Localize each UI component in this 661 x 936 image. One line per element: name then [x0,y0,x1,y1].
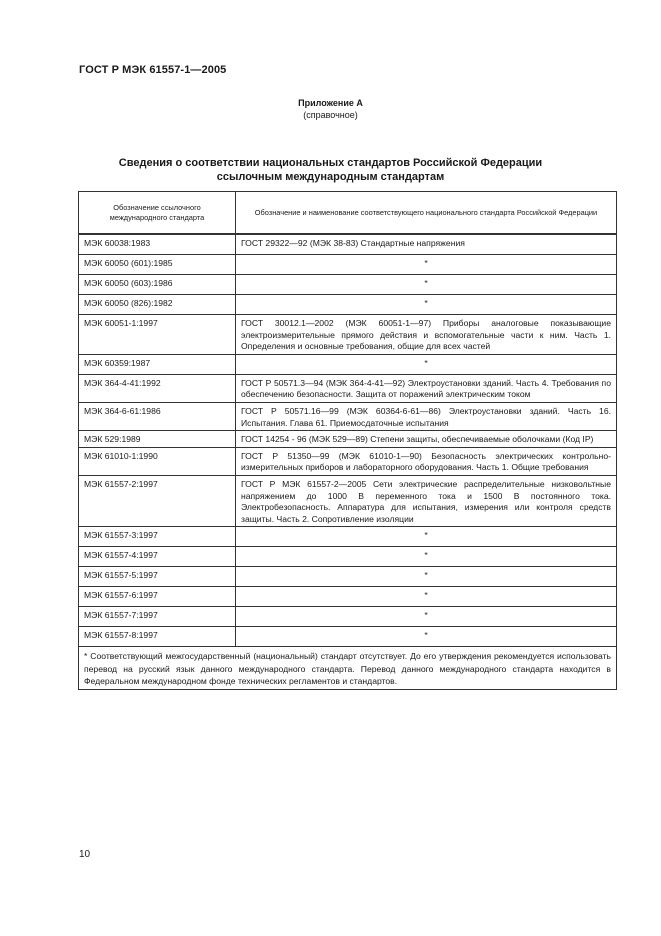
national-standard-cell: * [236,295,617,315]
reference-standard-cell: МЭК 61557-7:1997 [79,607,236,627]
section-title [0,156,661,184]
national-standard-cell: * [236,527,617,547]
reference-standard-cell: МЭК 364-4-41:1992 [79,374,236,402]
column-header-reference: Обозначение ссылочного международного стандарта [79,192,236,235]
table-row [79,234,617,255]
reference-standard-cell: МЭК 60051-1:1997 [79,315,236,355]
section-title-line-2: ссылочным международным стандартам [216,171,445,183]
reference-standard-cell: МЭК 60038:1983 [79,234,236,255]
reference-standard-cell: МЭК 61557-5:1997 [79,567,236,587]
page-number: 10 [79,849,91,860]
table-row [79,475,617,526]
table-row [79,431,617,448]
reference-standard-cell: МЭК 61557-8:1997 [79,627,236,647]
appendix-title: Приложение А [298,98,363,108]
national-standard-cell: * [236,255,617,275]
reference-standard-cell: МЭК 60050 (826):1982 [79,295,236,315]
table-row [79,447,617,475]
reference-standard-cell: МЭК 60050 (603):1986 [79,275,236,295]
document-id-header: ГОСТ Р МЭК 61557-1—2005 [79,64,227,76]
table-row [79,587,617,607]
reference-standard-cell: МЭК 61557-3:1997 [79,527,236,547]
appendix-subtitle: (справочное) [303,110,358,120]
table-row [79,374,617,402]
national-standard-cell: ГОСТ Р 51350—99 (МЭК 61010-1—90) Безопасность электрических контрольно-измерительных приборов и лабораторного оборудования. Часть 1. Общие требования [236,447,617,475]
national-standard-cell: * [236,607,617,627]
table-row [79,315,617,355]
national-standard-cell: * [236,275,617,295]
table-row [79,607,617,627]
table-row [79,402,617,430]
national-standard-cell: * [236,354,617,374]
reference-standard-cell: МЭК 61557-2:1997 [79,475,236,526]
table-row [79,354,617,374]
national-standard-cell: ГОСТ Р МЭК 61557-2—2005 Сети электрические распределительные низковольтные напряжением до 1000 В переменного тока и 1500 В постоянного тока. Электробезопасность. Аппаратура для испытания, измерения или контроля средств защиты. Часть 2. Сопротивление изоляции [236,475,617,526]
reference-standard-cell: МЭК 60050 (601):1985 [79,255,236,275]
table-footnote-row [79,647,617,689]
national-standard-cell: * [236,547,617,567]
national-standard-cell: ГОСТ 14254 - 96 (МЭК 529—89) Степени защиты, обеспечиваемые оболочками (Код IP) [236,431,617,448]
table-row [79,295,617,315]
national-standard-cell: * [236,567,617,587]
section-title-line-1: Сведения о соответствии национальных стандартов Российской Федерации [118,157,543,169]
table-row [79,275,617,295]
appendix-heading [0,97,661,121]
national-standard-cell: ГОСТ 29322—92 (МЭК 38-83) Стандартные напряжения [236,234,617,255]
reference-standard-cell: МЭК 364-6-61:1986 [79,402,236,430]
table-row [79,527,617,547]
table-row [79,567,617,587]
table-row [79,255,617,275]
national-standard-cell: ГОСТ Р 50571.16—99 (МЭК 60364-6-61—86) Электроустановки зданий. Часть 16. Испытания. Глава 61. Приемосдаточные испытания [236,402,617,430]
national-standard-cell: * [236,587,617,607]
column-header-national: Обозначение и наименование соответствующего национального стандарта Российской Федерации [236,192,617,235]
national-standard-cell: * [236,627,617,647]
table-row [79,627,617,647]
reference-standard-cell: МЭК 61557-4:1997 [79,547,236,567]
national-standard-cell: ГОСТ Р 50571.3—94 (МЭК 364-4-41—92) Электроустановки зданий. Часть 4. Требования по обеспечению безопасности. Защита от поражений электрическим током [236,374,617,402]
reference-standard-cell: МЭК 61010-1:1990 [79,447,236,475]
table-footnote: * Соответствующий межгосударственный (национальный) стандарт отсутствует. До его утверждения рекомендуется использовать перевод на русский язык данного международного стандарта. Перевод данного международного стандарта находится в Федеральном международном фонде технических регламентов и стандартов. [79,647,617,689]
standards-correspondence-table [78,191,617,690]
reference-standard-cell: МЭК 61557-6:1997 [79,587,236,607]
national-standard-cell: ГОСТ 30012.1—2002 (МЭК 60051-1—97) Приборы аналоговые показывающие электроизмерительные прямого действия и вспомогательные части к ним. Часть 1. Определения и основные требования, общие для всех частей [236,315,617,355]
reference-standard-cell: МЭК 60359:1987 [79,354,236,374]
reference-standard-cell: МЭК 529:1989 [79,431,236,448]
table-row [79,547,617,567]
table-header-row [79,192,617,235]
